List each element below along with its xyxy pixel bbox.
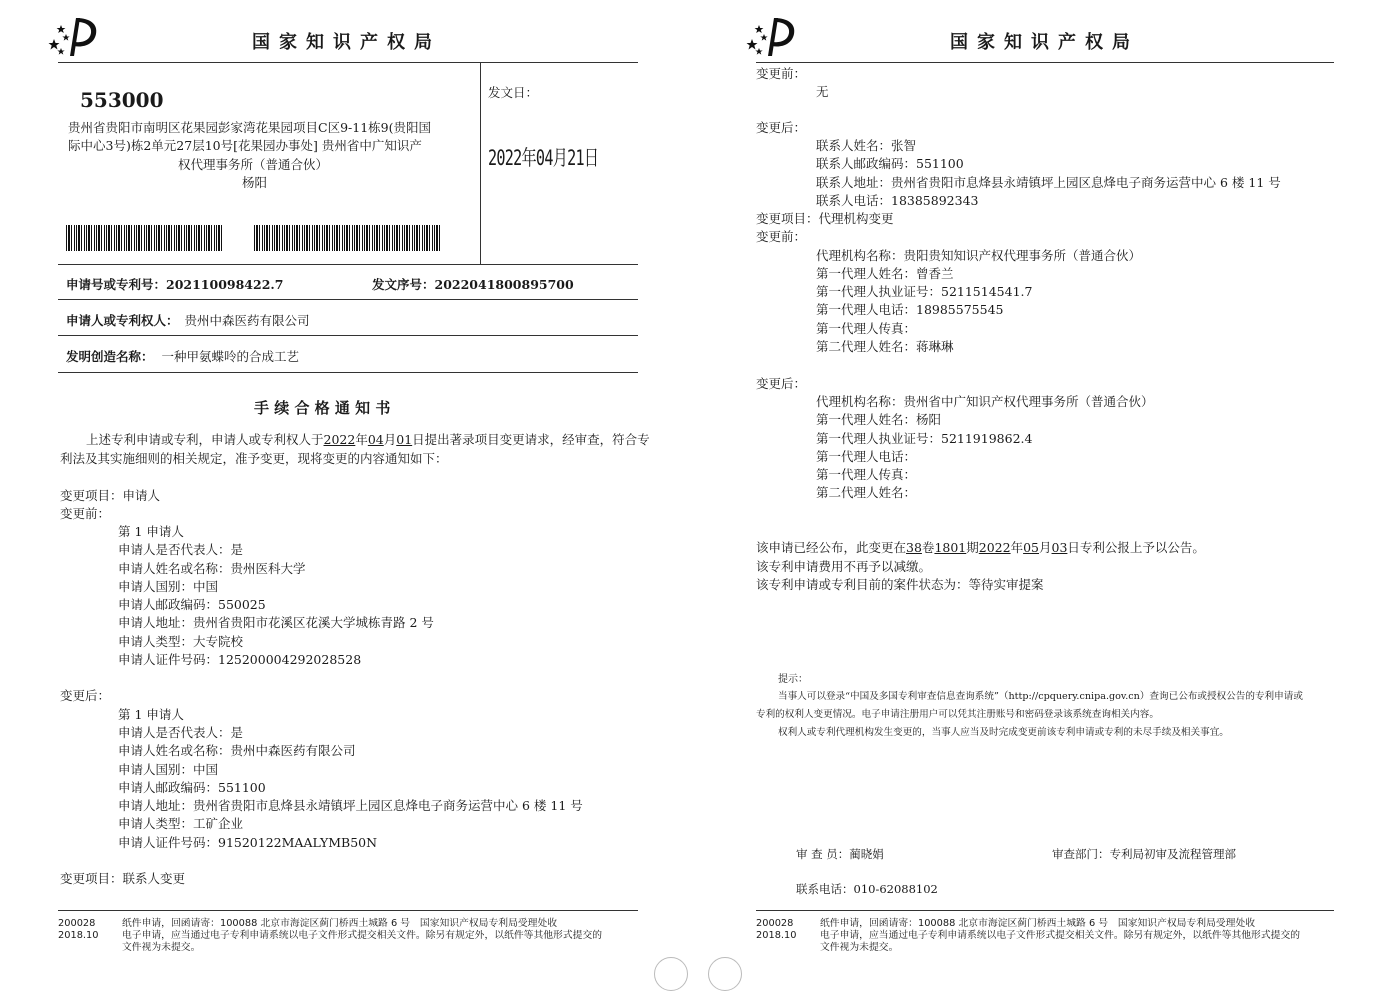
- agency-after-item: 代理机构名称：贵州省中广知识产权代理事务所（普通合伙）: [816, 394, 1154, 409]
- after-item: 第 1 申请人: [118, 707, 184, 722]
- applicant-name: 贵州中森医药有限公司: [184, 313, 310, 328]
- footer-line-2: 电子申请，应当通过电子专利申请系统以电子文件形式提交相关文件。除另有规定外，以纸件等其他形式提交的: [820, 930, 1301, 941]
- footer-code: 200028: [756, 918, 794, 929]
- app-no-label: 申请号或专利号：: [66, 277, 167, 292]
- department: 审查部门：专利局初审及流程管理部: [1052, 847, 1236, 861]
- contact-item: 联系人邮政编码：551100: [816, 156, 964, 171]
- after-item: 申请人姓名或名称：贵州中森医药有限公司: [118, 743, 356, 758]
- contact-item: 联系人地址：贵州省贵阳市息烽县永靖镇坪上园区息烽电子商务运营中心 6 楼 11 号: [816, 175, 1281, 190]
- barcode-left: [66, 225, 222, 251]
- change-item-agency: 变更项目：代理机构变更: [756, 211, 894, 226]
- tips-line: 权利人或专利代理机构发生变更的，当事人应当及时完成变更前该专利申请或专利的未尽手续及相关事宜。: [778, 727, 1229, 738]
- agency-after-item: 第一代理人传真：: [816, 467, 917, 482]
- agency-before-item: 代理机构名称：贵阳贵知知识产权代理事务所（普通合伙）: [816, 248, 1142, 263]
- publish-line: 该申请已经公布，此变更在38卷1801期2022年05月03日专利公报上予以公告。: [756, 540, 1205, 555]
- examiner: 审 查 员：蔺晓娟: [796, 847, 884, 861]
- before-item: 申请人邮政编码：550025: [118, 597, 266, 612]
- before-item: 申请人证件号码：12520000429202852​8: [118, 652, 362, 667]
- before-label: 变更前：: [756, 66, 807, 81]
- footer-line-3: 文件视为未提交。: [820, 942, 899, 953]
- divider: [58, 62, 638, 63]
- viewer-next-button[interactable]: [708, 957, 742, 991]
- after-label: 变更后：: [756, 120, 807, 135]
- agency-after-item: 第一代理人电话：: [816, 449, 917, 464]
- divider: [58, 264, 638, 265]
- after-item: 申请人邮政编码：551100: [118, 780, 266, 795]
- after-label: 变更后：: [756, 376, 807, 391]
- divider: [756, 62, 1334, 63]
- agency-after-item: 第一代理人姓名：杨阳: [816, 412, 942, 427]
- invention-label: 发明创造名称：: [66, 349, 154, 364]
- change-item-applicant: 变更项目：申请人: [60, 488, 161, 503]
- agency-before-item: 第一代理人姓名：曾香兰: [816, 266, 954, 281]
- after-item: 申请人类型：工矿企业: [118, 816, 244, 831]
- before-item: 申请人地址：贵州省贵阳市花溪区花溪大学城栋青路 2 号: [118, 615, 434, 630]
- agency-before-item: 第一代理人电话：18985575545: [816, 302, 1004, 317]
- notice-title: 手 续 合 格 通 知 书: [254, 399, 391, 417]
- status-line: 该专利申请或专利目前的案件状态为：等待实审提案: [756, 577, 1044, 592]
- contact-item: 联系人电话：18385892343: [816, 193, 979, 208]
- before-item: 申请人姓名或名称：贵州医科大学: [118, 561, 306, 576]
- footer-date: 2018.10: [756, 930, 797, 941]
- footer-date: 2018.10: [58, 930, 99, 941]
- footer-line-1: 纸件申请，回函请寄：100088 北京市海淀区蓟门桥西土城路 6 号 国家知识产权局专利局受理处收: [122, 918, 558, 929]
- footer-line-3: 文件视为未提交。: [122, 942, 201, 953]
- agency-after-item: 第一代理人执业证号：5211919862.4: [816, 431, 1033, 446]
- after-item: 申请人国别：中国: [118, 762, 219, 777]
- invention-name: 一种甲氨蝶呤的合成工艺: [161, 349, 300, 364]
- before-item: 第 1 申请人: [118, 524, 184, 539]
- after-label: 变更后：: [60, 688, 111, 703]
- contact-phone: 联系电话：010-62088102: [796, 882, 938, 896]
- postcode: 553000: [80, 88, 164, 112]
- footer-code: 200028: [58, 918, 96, 929]
- cnipa-logo: [744, 12, 800, 58]
- applicant-label: 申请人或专利权人：: [66, 313, 179, 328]
- divider: [58, 372, 638, 373]
- divider: [58, 299, 638, 300]
- tips-line: 专利的权利人变更情况。电子申请注册用户可以凭其注册账号和密码登录该系统查询相关内容。: [756, 709, 1159, 720]
- app-no: 202110098422.7: [166, 277, 284, 292]
- after-item: 申请人证件号码：91520122MAALYMB50N: [118, 835, 378, 850]
- footer-line-1: 纸件申请，回函请寄：100088 北京市海淀区蓟门桥西土城路 6 号 国家知识产权局专利局受理处收: [820, 918, 1256, 929]
- before-item: 申请人是否代表人：是: [118, 542, 244, 557]
- divider: [58, 910, 638, 911]
- intro-line-2: 利法及其实施细则的相关规定，准予变更，现将变更的内容通知如下：: [60, 451, 448, 466]
- notice-page-2: [738, 0, 1378, 965]
- before-value: 无: [816, 84, 829, 99]
- office-title: 国家知识产权局: [950, 32, 1139, 53]
- intro-line-1: 上述专利申请或专利，申请人或专利权人于2022年04月01日提出著录项目变更请求，经审查，符合专: [86, 432, 650, 447]
- recipient-name: 杨阳: [242, 175, 268, 190]
- before-item: 申请人类型：大专院校: [118, 634, 244, 649]
- address-line-2: 际中心3号)栋2单元27层10号[花果园办事处] 贵州省中广知识产: [68, 138, 422, 153]
- after-item: 申请人是否代表人：是: [118, 725, 244, 740]
- barcode-right: [254, 225, 442, 251]
- notice-page-1: [40, 0, 680, 965]
- tips-label: 提示：: [778, 674, 808, 685]
- before-label: 变更前：: [756, 229, 807, 244]
- tips-line: 当事人可以登录“中国及多国专利审查信息查询系统”（http://cpquery.cnipa.gov.cn）查询已公布或授权公告的专利申请或: [778, 691, 1303, 702]
- office-title: 国家知识产权局: [252, 32, 441, 53]
- change-item-contact: 变更项目：联系人变更: [60, 871, 186, 886]
- divider: [756, 910, 1334, 911]
- footer-line-2: 电子申请，应当通过电子专利申请系统以电子文件形式提交相关文件。除另有规定外，以纸件等其他形式提交的: [122, 930, 603, 941]
- agency-before-item: 第二代理人姓名：蒋琳琳: [816, 339, 954, 354]
- before-item: 申请人国别：中国: [118, 579, 219, 594]
- before-label: 变更前：: [60, 506, 111, 521]
- doc-no: 2022041800895700: [434, 277, 574, 292]
- viewer-prev-button[interactable]: [654, 957, 688, 991]
- divider: [480, 62, 481, 264]
- cnipa-logo: [46, 12, 102, 58]
- issue-date: 2022年04月21日: [488, 146, 599, 170]
- issue-date-label: 发文日：: [488, 85, 539, 100]
- contact-item: 联系人姓名：张智: [816, 138, 917, 153]
- after-item: 申请人地址：贵州省贵阳市息烽县永靖镇坪上园区息烽电子商务运营中心 6 楼 11 号: [118, 798, 583, 813]
- agency-after-item: 第二代理人姓名：: [816, 485, 917, 500]
- divider: [58, 335, 638, 336]
- agency-before-item: 第一代理人执业证号：5211514541.7: [816, 284, 1033, 299]
- doc-no-label: 发文序号：: [372, 277, 435, 292]
- address-line-3: 权代理事务所（普通合伙）: [178, 157, 329, 172]
- fee-line: 该专利申请费用不再予以减缴。: [756, 559, 932, 574]
- address-line-1: 贵州省贵阳市南明区花果园彭家湾花果园项目C区9-11栋9(贵阳国: [68, 120, 431, 135]
- agency-before-item: 第一代理人传真：: [816, 321, 917, 336]
